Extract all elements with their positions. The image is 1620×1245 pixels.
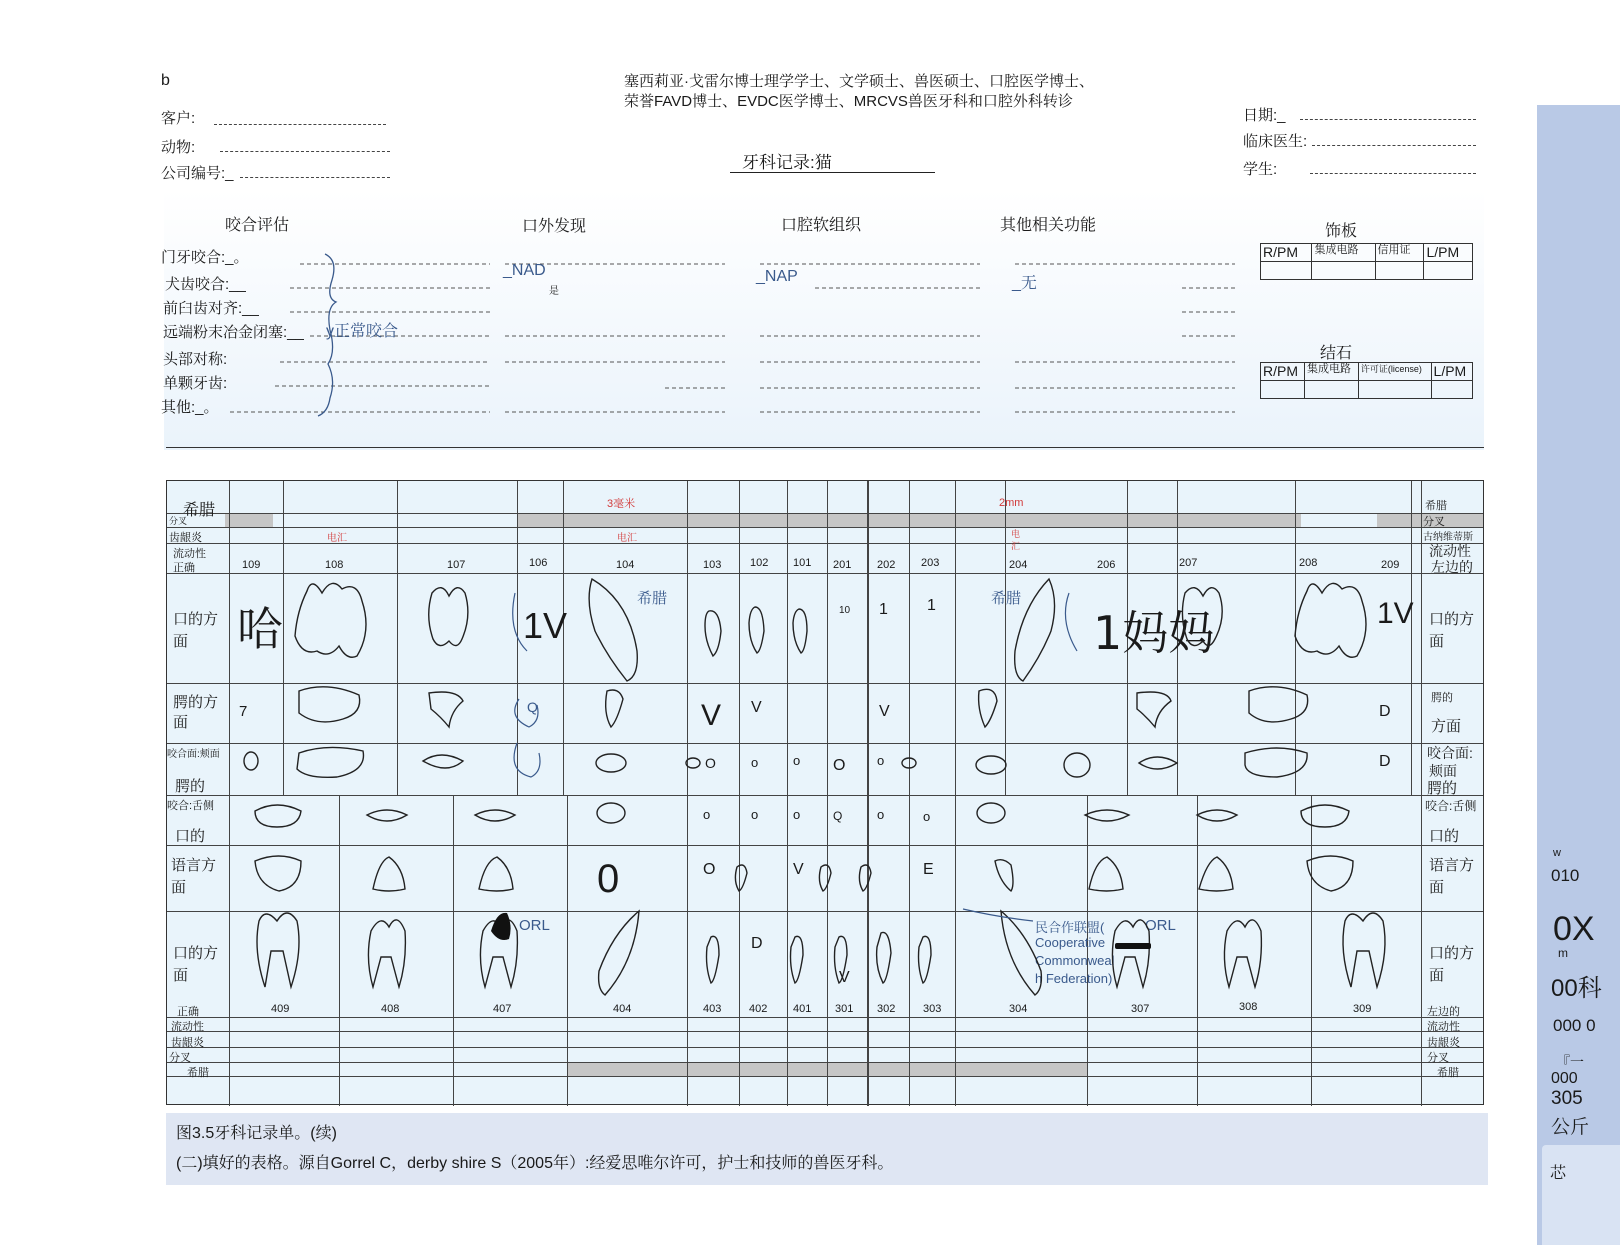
tooth-number: 309 <box>1353 1003 1372 1015</box>
tooth-number: 103 <box>703 559 722 571</box>
occlusal-tooth-icon <box>596 754 626 772</box>
palatal-tooth-icon <box>1137 692 1171 727</box>
other-label: 其他:_。 <box>161 399 219 416</box>
palatal-tooth-icon <box>299 687 360 722</box>
calculus-license: 许可证(license) <box>1358 363 1431 381</box>
molar-icon <box>295 583 366 657</box>
tooth-number: 202 <box>877 559 896 571</box>
incisor-icon <box>919 936 932 983</box>
greek-label-right: 希腊 <box>1425 500 1447 512</box>
sidebar-0000: 000 0 <box>1553 1016 1596 1035</box>
occlusal-tooth-icon <box>902 758 916 768</box>
mark: D <box>751 935 763 952</box>
lingual-tooth-icon <box>1089 857 1123 891</box>
incisor-icon <box>791 936 804 983</box>
section-divider <box>166 447 1484 448</box>
incisor-icon <box>749 607 764 653</box>
tooth-number: 107 <box>447 559 466 571</box>
correct-label: 正确 <box>173 562 195 574</box>
big-mark-1mama: 1妈妈 <box>1093 606 1215 660</box>
soft-tissue-heading: 口腔软组织 <box>781 217 862 234</box>
animal-label: 动物: <box>161 139 196 156</box>
plaque-lc: 信用证 <box>1375 244 1424 262</box>
tooth-number: 209 <box>1381 559 1400 571</box>
tooth-number: 404 <box>613 1003 632 1015</box>
sidebar-305: 305 <box>1551 1088 1583 1109</box>
buccal-label-right: 口的 <box>1429 828 1460 845</box>
mark: E <box>923 861 934 878</box>
mark: o <box>793 807 801 822</box>
molar-icon <box>1295 583 1366 657</box>
assessment-dashed-lines <box>160 240 1240 420</box>
mark: 1 <box>927 597 936 614</box>
tooth-number: 308 <box>1239 1001 1258 1013</box>
tooth-number: 102 <box>750 557 769 569</box>
tooth-number: 108 <box>325 559 344 571</box>
circle-icon <box>1065 593 1077 651</box>
soft-tissue-note: _NAP <box>756 268 798 285</box>
canine-icon <box>589 579 637 681</box>
clinician-field[interactable] <box>1312 145 1476 146</box>
occlusal-tooth-icon <box>423 755 463 768</box>
furcation-label-lower-right: 分叉 <box>1427 1052 1449 1064</box>
mark: V <box>879 703 890 720</box>
palatal-label: 腭的 <box>175 778 206 795</box>
date-label: 日期:_ <box>1243 107 1286 124</box>
record-title-underline <box>730 172 935 173</box>
mark: D <box>1379 703 1391 720</box>
mark: o <box>751 807 759 822</box>
lesion-icon <box>1115 943 1151 949</box>
union-note-3: Commonweal <box>1035 953 1115 968</box>
sidebar-w: w <box>1553 847 1561 859</box>
extraoral-heading: 口外发现 <box>522 218 587 235</box>
big-mark-ha: 哈 <box>237 602 283 656</box>
plaque-ic: 集成电路 <box>1312 244 1375 262</box>
buccal-aspect-label: 口的方面 <box>173 611 219 650</box>
lingual-aspect-label: 语言方面 <box>171 857 217 896</box>
tooth-number: 109 <box>242 559 261 571</box>
mark: Q <box>833 809 843 823</box>
furcation-label: 分叉 <box>169 516 188 526</box>
tooth-number: 307 <box>1131 1003 1150 1015</box>
occlusal-tooth-icon <box>297 747 363 777</box>
top-note-2mm: 2mm <box>999 497 1024 509</box>
premolar-icon <box>1182 588 1222 646</box>
tooth-number: 206 <box>1097 559 1116 571</box>
occlusal-lingual-icon <box>1301 805 1349 827</box>
occlusal-lingual-icon <box>255 805 301 827</box>
mark: V <box>839 969 850 986</box>
sidebar-bracket: 『一 <box>1556 1054 1584 1070</box>
circle-icon <box>515 699 538 727</box>
tooth-number: 302 <box>877 1003 896 1015</box>
sidebar-kg: 公斤 <box>1551 1117 1590 1138</box>
aspect-label-right: 方面 <box>1431 718 1462 735</box>
mark: o <box>877 807 885 822</box>
incisor-icon <box>793 609 807 653</box>
lingual-tooth-icon <box>479 857 513 891</box>
mark: 7 <box>239 703 248 720</box>
incisor-icon <box>877 932 891 983</box>
tooth-number: 303 <box>923 1003 942 1015</box>
top-note-3mm: 3毫米 <box>607 498 636 510</box>
canine-icon <box>599 911 639 995</box>
caption-box <box>166 1113 1488 1185</box>
mobility-label-lower-right: 流动性 <box>1427 1021 1460 1033</box>
pocket-mark: 汇 <box>1011 541 1021 551</box>
buccal-aspect-label-right: 口的方面 <box>1429 611 1475 650</box>
mark: V <box>751 699 762 716</box>
mark: O <box>705 755 716 771</box>
tooth-number: 204 <box>1009 559 1028 571</box>
union-note-2: Cooperative <box>1035 935 1106 950</box>
pocket-mark: 电汇 <box>617 533 637 544</box>
circle-icon <box>513 593 527 651</box>
tooth-number: 304 <box>1009 1003 1028 1015</box>
mark: o <box>703 807 711 822</box>
mobility-label-lower: 流动性 <box>171 1021 204 1033</box>
greek-note-2: 希腊 <box>991 590 1022 607</box>
tooth-number: 207 <box>1179 557 1198 569</box>
premolar-icon <box>429 588 468 646</box>
student-field[interactable] <box>1310 173 1476 174</box>
molar-icon <box>1343 913 1385 987</box>
lingual-tooth-icon <box>255 856 301 891</box>
calculus-lpm: L/PM <box>1431 363 1472 381</box>
tooth-number: 409 <box>271 1003 290 1015</box>
occlusal-tooth-icon <box>976 756 1006 774</box>
greek-label-lower-right: 希腊 <box>1437 1067 1459 1079</box>
gingivitis-label-lower-right: 齿龈炎 <box>1427 1037 1460 1049</box>
tooth-number: 104 <box>616 559 635 571</box>
figure-caption: 图3.5牙科记录单。(续) <box>176 1125 337 1142</box>
incisor-occlusion-label: 门牙咬合:_。 <box>161 249 249 266</box>
occlusal-tooth-icon <box>1245 748 1307 777</box>
palatal-aspect-label: 腭的方面 <box>173 694 219 731</box>
buccal-aspect-lower-label: 口的方面 <box>173 945 219 984</box>
occlusion-heading: 咬合评估 <box>225 217 290 234</box>
tooth-number: 401 <box>793 1003 812 1015</box>
dental-chart <box>166 480 1484 1105</box>
lingual-tooth-icon <box>995 860 1013 891</box>
furcation-label-right: 分叉 <box>1423 516 1445 528</box>
calculus-title: 结石 <box>1320 345 1353 362</box>
left-label-lower-right: 左边的 <box>1427 1006 1460 1018</box>
mark: O <box>833 757 846 774</box>
record-title: 牙科记录:猫 <box>742 153 832 172</box>
correct-label-lower: 正确 <box>177 1006 199 1018</box>
gingivitis-label-right: 古纳维蒂斯 <box>1423 532 1473 543</box>
calculus-ic: 集成电路 <box>1305 363 1359 381</box>
client-field[interactable] <box>214 124 386 125</box>
calculus-table <box>1260 362 1473 399</box>
lingual-aspect-label-right: 语言方面 <box>1429 857 1475 896</box>
sidebar-kemu: 00科 <box>1551 975 1602 1002</box>
lingual-tooth-icon <box>1307 856 1353 891</box>
other-features-heading: 其他相关功能 <box>1000 217 1097 234</box>
lingual-tooth-icon <box>859 865 871 891</box>
student-label: 学生: <box>1243 161 1278 178</box>
occlusion-note: y正常咬合 <box>326 323 399 340</box>
occlusal-buccal-label-right: 咬合面: <box>1427 745 1473 761</box>
buccal-label: 口的 <box>175 828 206 845</box>
lingual-tooth-icon <box>819 865 831 891</box>
extraoral-note: _NAD <box>503 262 546 279</box>
canine-icon <box>1015 579 1055 681</box>
mark: o <box>793 753 801 768</box>
palatal-tooth-icon <box>979 689 997 727</box>
pocket-mark: 电 <box>1011 529 1021 539</box>
sidebar-xin: 芯 <box>1550 1165 1567 1182</box>
right-sidebar <box>1537 105 1620 1245</box>
line-icon <box>963 909 1033 921</box>
occlusal-lingual-icon <box>1197 810 1237 821</box>
occlusal-lingual-label: 咬合:舌侧 <box>167 800 215 812</box>
company-number-field[interactable] <box>240 177 390 178</box>
mark: Q <box>527 699 538 715</box>
occlusal-buccal-label: 咬合面:颊面 <box>167 749 220 760</box>
company-number-label: 公司编号:_ <box>161 165 234 182</box>
big-mark-1v: 1V <box>523 605 568 646</box>
occlusal-lingual-icon <box>1085 810 1129 821</box>
occlusal-tooth-icon <box>1064 753 1090 777</box>
plaque-rpm: R/PM <box>1261 244 1312 262</box>
tooth-number: 407 <box>493 1003 512 1015</box>
gingivitis-label-lower: 齿龈炎 <box>171 1037 204 1049</box>
clinician-label: 临床医生: <box>1243 133 1308 150</box>
occlusal-lingual-icon <box>475 810 515 821</box>
incisor-icon <box>705 611 721 656</box>
greek-label-lower: 希腊 <box>187 1067 209 1079</box>
doctor-credentials-line2: 荣誉FAVD博士、EVDC医学博士、MRCVS兽医牙科和口腔外科转诊 <box>624 93 1073 110</box>
mark: D <box>1379 753 1391 770</box>
palatal-label-right-2: 腭的 <box>1427 780 1458 797</box>
occlusal-tooth-icon <box>244 752 258 770</box>
union-note-1: 民合作联盟( <box>1035 920 1105 935</box>
canine-occlusion-label: 犬齿咬合:__ <box>165 276 246 293</box>
figure-source: (二)填好的表格。源自Gorrel C，derby shire S（2005年）:经爱思唯尔许可，护士和技师的兽医牙科。 <box>176 1155 894 1172</box>
tooth-number: 203 <box>921 557 940 569</box>
palatal-label-right: 腭的 <box>1431 692 1453 704</box>
mark: o <box>877 753 885 768</box>
tooth-drawings <box>167 481 1483 1103</box>
tooth-number: 201 <box>833 559 852 571</box>
occlusal-lingual-icon <box>597 803 625 823</box>
union-note-4: h Federation) <box>1035 971 1113 986</box>
gingivitis-label: 齿龈炎 <box>169 532 202 544</box>
greek-note: 希腊 <box>637 590 668 607</box>
date-field[interactable] <box>1300 119 1476 120</box>
buccal-aspect-lower-label-right: 口的方面 <box>1429 945 1475 984</box>
mobility-label-right: 流动性 <box>1429 543 1471 559</box>
furcation-label-lower: 分叉 <box>169 1052 191 1064</box>
palatal-tooth-icon <box>429 692 463 727</box>
lingual-tooth-icon <box>373 857 405 891</box>
circle-icon <box>514 743 540 777</box>
tooth-number: 301 <box>835 1003 854 1015</box>
mark: o <box>923 809 931 824</box>
head-symmetry-label: 头部对称: <box>163 351 228 368</box>
premolar-icon <box>1224 920 1261 987</box>
tooth-number: 402 <box>749 1003 768 1015</box>
premolar-alignment-label: 前臼齿对齐:__ <box>163 300 259 317</box>
pocket-mark: 电汇 <box>327 533 347 544</box>
left-label-right: 左边的 <box>1431 559 1473 575</box>
mark: o <box>751 755 759 770</box>
lingual-tooth-icon <box>1199 857 1233 891</box>
occlusal-tooth-icon <box>686 758 700 768</box>
tooth-number: 208 <box>1299 557 1318 569</box>
doctor-credentials-line1: 塞西莉亚·戈雷尔博士理学学士、文学硕士、兽医硕士、口腔医学博士、 <box>624 73 1094 90</box>
animal-field[interactable] <box>220 151 390 152</box>
big-mark-zero: 0 <box>597 857 620 901</box>
incisor-icon <box>835 936 848 983</box>
greek-label: 希腊 <box>183 502 216 519</box>
distal-occlusion-label: 远端粉末冶金闭塞:__ <box>163 324 304 341</box>
sidebar-m: m <box>1558 946 1568 960</box>
plaque-table <box>1260 243 1473 280</box>
extraoral-subnote: 是 <box>549 286 559 297</box>
page-letter: b <box>161 72 170 89</box>
client-label: 客户: <box>161 110 196 127</box>
orl-note-2: ORL <box>1145 917 1176 934</box>
mark: 10 <box>839 605 851 616</box>
canine-icon <box>1001 911 1041 995</box>
lingual-tooth-icon <box>735 865 747 891</box>
occlusal-lingual-icon <box>367 810 407 821</box>
plaque-title: 饰板 <box>1325 223 1358 240</box>
palatal-tooth-icon <box>1249 687 1308 722</box>
lesion-icon <box>491 913 511 940</box>
molar-icon <box>257 913 299 987</box>
sidebar-ox: 0X <box>1553 910 1595 948</box>
sidebar-000: 000 <box>1551 1070 1578 1087</box>
occlusal-tooth-icon <box>1139 757 1177 769</box>
mark: V <box>793 861 804 878</box>
other-features-note: _无 <box>1012 275 1037 292</box>
tooth-number: 408 <box>381 1003 400 1015</box>
mark: 1 <box>879 601 888 618</box>
buccal-face-label-right: 颊面 <box>1429 763 1457 779</box>
palatal-tooth-icon <box>606 690 623 727</box>
incisor-icon <box>707 936 720 983</box>
orl-note: ORL <box>519 917 550 934</box>
mark: O <box>703 861 716 878</box>
sidebar-010: 010 <box>1551 866 1580 885</box>
tooth-number: 101 <box>793 557 812 569</box>
occlusal-lingual-icon <box>977 803 1005 823</box>
individual-teeth-label: 单颗牙齿: <box>163 375 228 392</box>
premolar-icon <box>368 920 405 987</box>
tooth-number: 106 <box>529 557 548 569</box>
mobility-label: 流动性 <box>173 548 206 560</box>
occlusal-lingual-label-right: 咬合:舌侧 <box>1425 799 1477 813</box>
lower-premolar-icon <box>1112 920 1149 987</box>
calculus-rpm: R/PM <box>1261 363 1305 381</box>
tooth-number: 403 <box>703 1003 722 1015</box>
plaque-lpm: L/PM <box>1424 244 1473 262</box>
big-mark-1v-right: 1V <box>1377 597 1414 630</box>
mark: V <box>701 699 722 732</box>
